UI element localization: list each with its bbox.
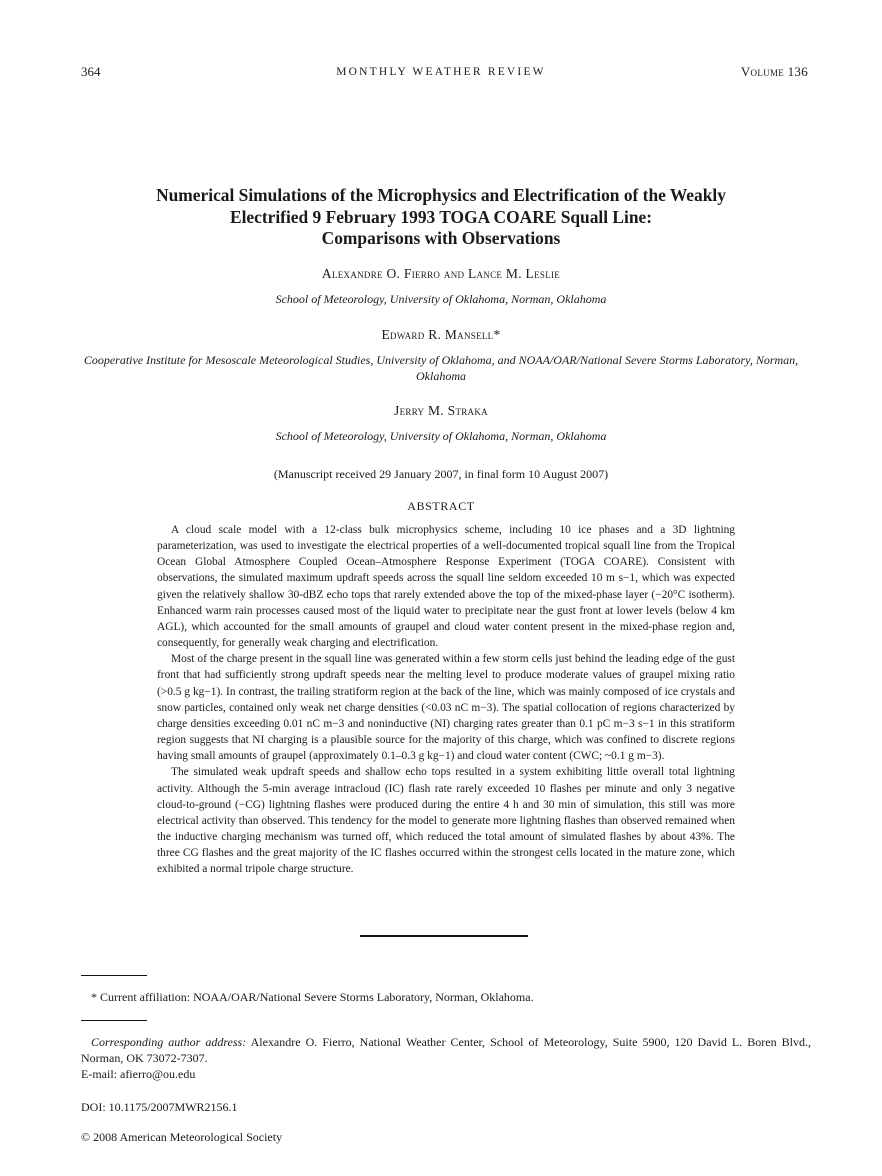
abstract-paragraph-2: Most of the charge present in the squall line was generated within a few storm cells just behind the leading edge of the gust front that had sufficiently strong updraft speeds near the melting level to produce moderate values of graupel mixing ratio (>0.5 g kg−1). In contrast, the trailing stratiform region at the back of the line, which was mainly composed of ice crystals and snow particles, contained only weak net charge densities (<0.03 nC m−3). The spatial collocation of regions characterized by charge densities exceeding 0.01 nC m−3 and noninductive (NI) charging rates greater than 0.1 pC m−3 s−1 in this stratiform region suggests that NI charging is a plausible source for the majority of this charge, which was confined to discrete regions having small amounts of graupel (approximately 0.1–0.3 g kg−1) and cloud water content (CWC; ~0.1 g m−3).: [157, 653, 735, 763]
corresponding-address: Alexandre O. Fierro, National Weather Center, School of Meteorology, Suite 5900, 120 David L. Boren Blvd., Norman, OK 73072-7307.: [81, 1035, 811, 1065]
author-email[interactable]: E-mail: afierro@ou.edu: [81, 1067, 196, 1081]
author-names-3: Jerry M. Straka: [394, 403, 488, 418]
doi-text[interactable]: DOI: 10.1175/2007MWR2156.1: [81, 1100, 238, 1114]
corresponding-author-footnote: [81, 1034, 811, 1082]
corresponding-label: Corresponding author address:: [91, 1035, 247, 1049]
abstract-body: [157, 522, 735, 877]
footnote-rule-1: [81, 975, 147, 976]
title-line-3: Comparisons with Observations: [321, 228, 561, 248]
abstract-paragraph-1: A cloud scale model with a 12-class bulk microphysics scheme, including 10 ice phases and a 3D lightning parameterization, was used to investigate the electrical properties of a well-documented tropical squall line from the Tropical Ocean Global Atmosphere Coupled Ocean–Atmosphere Response Experiment (TOGA COARE). Consistent with observations, the simulated maximum updraft speeds across the squall line seldom exceeded 10 m s−1, which was expected given the relatively shallow 30-dBZ echo tops that rarely extended above the top of the mixed-phase layer (−20°C isotherm). Enhanced warm rain processes caused most of the liquid water to precipitate near the gust front at lower levels (below 4 km AGL), which accounted for the small amounts of graupel and cloud water content present in the mixed-phase region and, consequently, for generally weak charging and electrification.: [157, 524, 735, 650]
section-divider: [360, 935, 528, 937]
abstract-paragraph-3: The simulated weak updraft speeds and shallow echo tops resulted in a system exhibiting little overall total lightning activity. Although the 5-min average intracloud (IC) flash rate rarely exceeded 10 flashes per minute and only 3 negative cloud-to-ground (−CG) lightning flashes were produced during the entire 4 h and 30 min of simulation, this still was more electrical activity than observed. This tendency for the model to generate more lightning flashes than observed remained when the inductive charging mechanism was turned off, which reduced the total amount of simulated flashes by about 43%. The three CG flashes and the great majority of the IC flashes occurred within the strongest cells located in the mature zone, which exhibited a normal tripole charge structure.: [157, 766, 735, 876]
manuscript-dates: (Manuscript received 29 January 2007, in final form 10 August 2007): [273, 467, 609, 481]
author-names-2: Edward R. Mansell*: [381, 327, 501, 342]
volume-label: Volume 136: [740, 64, 808, 79]
title-line-1: Numerical Simulations of the Microphysics and Electrification of the Weakly: [156, 185, 726, 205]
footnote-rule-2: [81, 1020, 147, 1021]
author-affiliation-3: School of Meteorology, University of Oklahoma, Norman, Oklahoma: [275, 429, 607, 443]
page-number: 364: [81, 64, 101, 79]
copyright-notice: © 2008 American Meteorological Society: [81, 1130, 283, 1144]
journal-name: MONTHLY WEATHER REVIEW: [336, 66, 546, 78]
author-affiliation-1: School of Meteorology, University of Oklahoma, Norman, Oklahoma: [275, 292, 607, 306]
abstract-heading: ABSTRACT: [407, 499, 475, 513]
title-line-2: Electrified 9 February 1993 TOGA COARE Squall Line:: [229, 206, 653, 227]
paper-title: [60, 185, 822, 250]
affiliation-footnote: * Current affiliation: NOAA/OAR/National Severe Storms Laboratory, Norman, Oklahoma.: [91, 990, 534, 1004]
author-affiliation-2: Cooperative Institute for Mesoscale Meteorological Studies, University of Oklahoma, and NOAA/OAR/National Severe Storms Laboratory, Norman, Oklahoma: [83, 353, 799, 383]
author-names-1: Alexandre O. Fierro and Lance M. Leslie: [321, 266, 561, 281]
